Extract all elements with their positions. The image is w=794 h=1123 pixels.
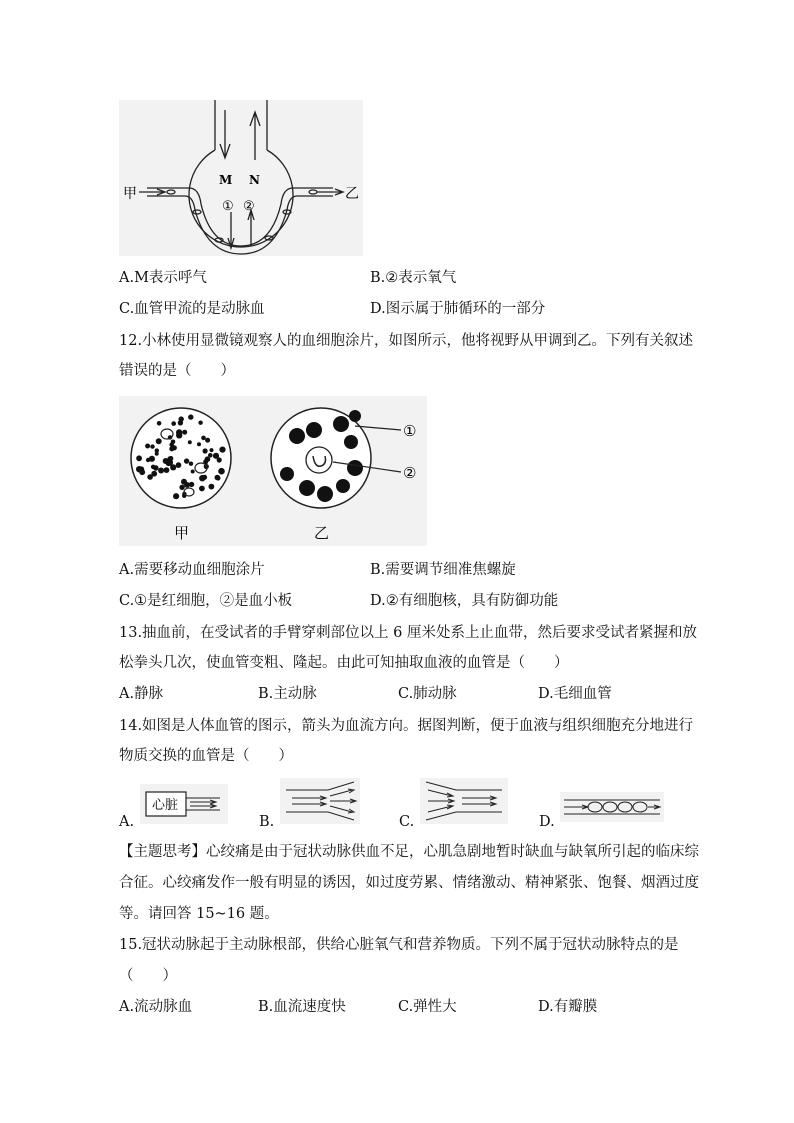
q13-option-c: C.肺动脉 xyxy=(398,686,457,702)
q14-figure-c xyxy=(420,778,508,824)
q14-option-d-letter: D. xyxy=(539,814,555,830)
heart-label: 心脏 xyxy=(152,798,179,813)
q14-figure-b xyxy=(280,778,360,824)
fig12-label-c1: ① xyxy=(403,422,417,440)
q14-stem-line2: 物质交换的血管是（ ） xyxy=(119,748,293,764)
fig12-label-yi: 乙 xyxy=(314,524,330,542)
q14-option-a-letter: A. xyxy=(119,814,135,830)
fig11-label-m: M xyxy=(219,173,233,187)
q13-option-d: D.毛细血管 xyxy=(538,686,612,702)
theme-line3: 等。请回答 15~16 题。 xyxy=(119,906,279,922)
q12-stem-line1: 12.小林使用显微镜观察人的血细胞涂片，如图所示，他将视野从甲调到乙。下列有关叙述 xyxy=(119,333,694,349)
q12-option-c: C.①是红细胞，②是血小板 xyxy=(119,593,293,609)
fig11-label-c2: ② xyxy=(243,199,255,214)
theme-line2: 合征。心绞痛发作一般有明显的诱因，如过度劳累、情绪激动、精神紧张、饱餐、烟酒过度 xyxy=(119,875,699,891)
q15-option-d: D.有瓣膜 xyxy=(538,999,598,1015)
q14-option-c-letter: C. xyxy=(399,814,415,830)
q14-figure-d xyxy=(560,792,664,822)
q15-option-b: B.血流速度快 xyxy=(258,999,346,1015)
q13-stem-line1: 13.抽血前，在受试者的手臂穿刺部位以上 6 厘米处系上止血带，然后要求受试者紧握和放 xyxy=(119,625,697,641)
q14-figure-a xyxy=(140,784,228,824)
q12-option-d: D.②有细胞核，具有防御功能 xyxy=(370,593,559,609)
q13-stem-line2: 松拳头几次，使血管变粗、隆起。由此可知抽取血液的血管是（ ） xyxy=(119,655,569,671)
q12-stem-line2: 错误的是（ ） xyxy=(119,363,235,379)
alveolus-figure xyxy=(119,100,363,256)
q13-option-a: A.静脉 xyxy=(119,686,164,702)
theme-line1: 【主题思考】心绞痛是由于冠状动脉供血不足，心肌急剧地暂时缺血与缺氧所引起的临床综 xyxy=(119,844,699,860)
q15-option-c: C.弹性大 xyxy=(398,999,457,1015)
fig11-label-jia: 甲 xyxy=(123,186,137,202)
fig12-label-c2: ② xyxy=(403,464,417,482)
q14-stem-line1: 14.如图是人体血管的图示，箭头为血流方向。据图判断，便于血液与组织细胞充分地进行 xyxy=(119,718,694,734)
q15-stem-line1: 15.冠状动脉起于主动脉根部，供给心脏氧气和营养物质。下列不属于冠状动脉特点的是 xyxy=(119,937,679,953)
q14-option-b-letter: B. xyxy=(259,814,275,830)
q12-option-a: A.需要移动血细胞涂片 xyxy=(119,562,265,578)
q13-option-b: B.主动脉 xyxy=(258,686,317,702)
q11-option-b: B.②表示氧气 xyxy=(370,270,457,286)
microscope-figure xyxy=(119,396,427,546)
fig11-label-c1: ① xyxy=(222,199,234,214)
q11-option-d: D.图示属于肺循环的一部分 xyxy=(370,301,546,317)
fig12-label-jia: 甲 xyxy=(174,524,190,542)
fig11-label-n: N xyxy=(249,173,260,187)
q11-option-a: A.M表示呼气 xyxy=(119,270,207,286)
q15-stem-line2: （ ） xyxy=(119,968,177,984)
fig11-label-yi: 乙 xyxy=(345,186,359,202)
q15-option-a: A.流动脉血 xyxy=(119,999,193,1015)
q12-option-b: B.需要调节细准焦螺旋 xyxy=(370,562,516,578)
q11-option-c: C.血管甲流的是动脉血 xyxy=(119,301,265,317)
